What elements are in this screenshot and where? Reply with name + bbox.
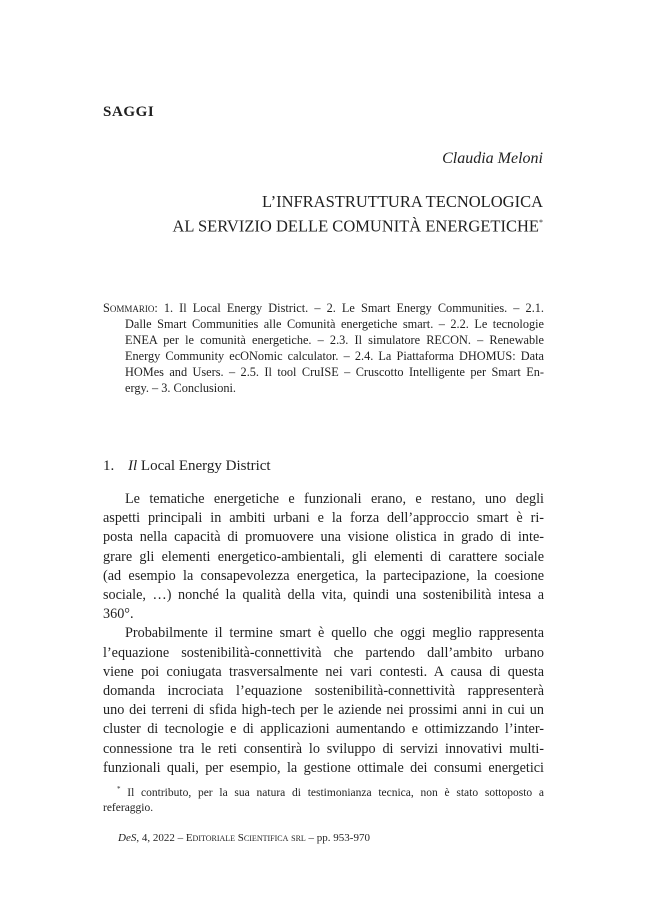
paragraph-line: (ad esempio la consapevolezza energetica, la partecipazione, la coesione [103,567,544,584]
title-line-2-text: AL SERVIZIO DELLE COMUNITÀ ENERGETICHE [172,216,539,236]
footnote-mark: * [117,785,121,793]
paragraph-line: grare gli elementi energetico-ambientali, gli elementi di carattere sociale [103,548,544,565]
section-title-italic: Il [128,458,138,474]
paragraph-line: Probabilmente il termine smart è quello che oggi meglio rappresenta [125,625,544,642]
paragraph-line: Le tematiche energetiche e funzionali erano, e restano, uno degli [125,491,544,507]
author-name: Claudia Meloni [442,150,543,167]
footnote-line: referaggio. [103,802,154,815]
footnote-line [103,782,544,801]
title-line-2 [172,212,543,237]
journal-name: DeS [118,832,137,844]
paragraph-line: aspetti principali in ambiti urbani e la forza dell’approccio smart è ri- [103,510,544,527]
section-number: 1. [103,458,115,474]
summary-line-text: : 1. Il Local Energy District. – 2. Le Smart Energy Communities. – 2.1. [154,301,544,315]
summary-lead: Sommario [103,301,155,315]
body-text [103,490,544,778]
paragraph-line: 360°. [103,606,134,623]
page-range: – pp. 953-970 [305,832,370,844]
journal-issue: , 4, 2022 – [136,832,186,844]
paragraph-line: funzionali quali, per esempio, la gestione ottimale dei consumi energetici [103,759,544,776]
section-label: SAGGI [103,104,155,120]
summary-line: ENEA per le comunità energetiche. – 2.3. Il simulatore RECON. – Renewable [125,333,544,347]
section-heading [103,458,271,475]
publisher-name: Editoriale Scientifica srl [185,832,306,844]
paragraph-line: connessione tra le reti consentirà lo sviluppo di servizi innovativi multi- [103,740,544,757]
paragraph-line: uno dei terreni di sfida high-tech per le aziende nei prossimi anni in cui un [103,702,544,719]
paragraph-line: domanda incrociata l’equazione sostenibilità-connettività rappresenterà [103,683,544,700]
summary-line: Energy Community ecONomic calculator. – 2.4. La Piattaforma DHOMUS: Data [125,349,544,363]
summary-line: ergy. – 3. Conclusioni. [125,381,237,395]
page-citation [118,832,370,844]
paragraph-line: viene poi coniugata trasversalmente nei vari contesti. A causa di questa [103,663,544,680]
summary-line: HOMes and Users. – 2.5. Il tool CruISE – Cruscotto Intelligente per Smart En- [125,365,544,379]
footnote [103,782,544,817]
section-title: Local Energy District [140,458,271,474]
summary-line [103,300,544,316]
summary-line: Dalle Smart Communities alle Comunità energetiche smart. – 2.2. Le tecnologie [125,317,544,331]
paragraph-line: sociale, …) nonché la qualità della vita, quindi una sostenibilità intesa a [103,587,544,604]
summary-block [103,300,544,396]
paragraph-line: cluster di tecnologie e di applicazioni aumentando e ottimizzando l’inter- [103,721,544,738]
article-title [172,191,543,237]
paragraph-line: posta nella capacità di promuovere una visione olistica in grado di inte- [103,529,544,546]
paragraph-line: l’equazione sostenibilità-connettività che partendo dall’ambito urbano [103,644,544,661]
title-footnote-mark: * [539,218,543,227]
footnote-text: Il contributo, per la sua natura di testimonianza tecnica, non è stato sottoposto a [127,786,544,799]
title-line-1: L’INFRASTRUTTURA TECNOLOGICA [262,192,543,211]
